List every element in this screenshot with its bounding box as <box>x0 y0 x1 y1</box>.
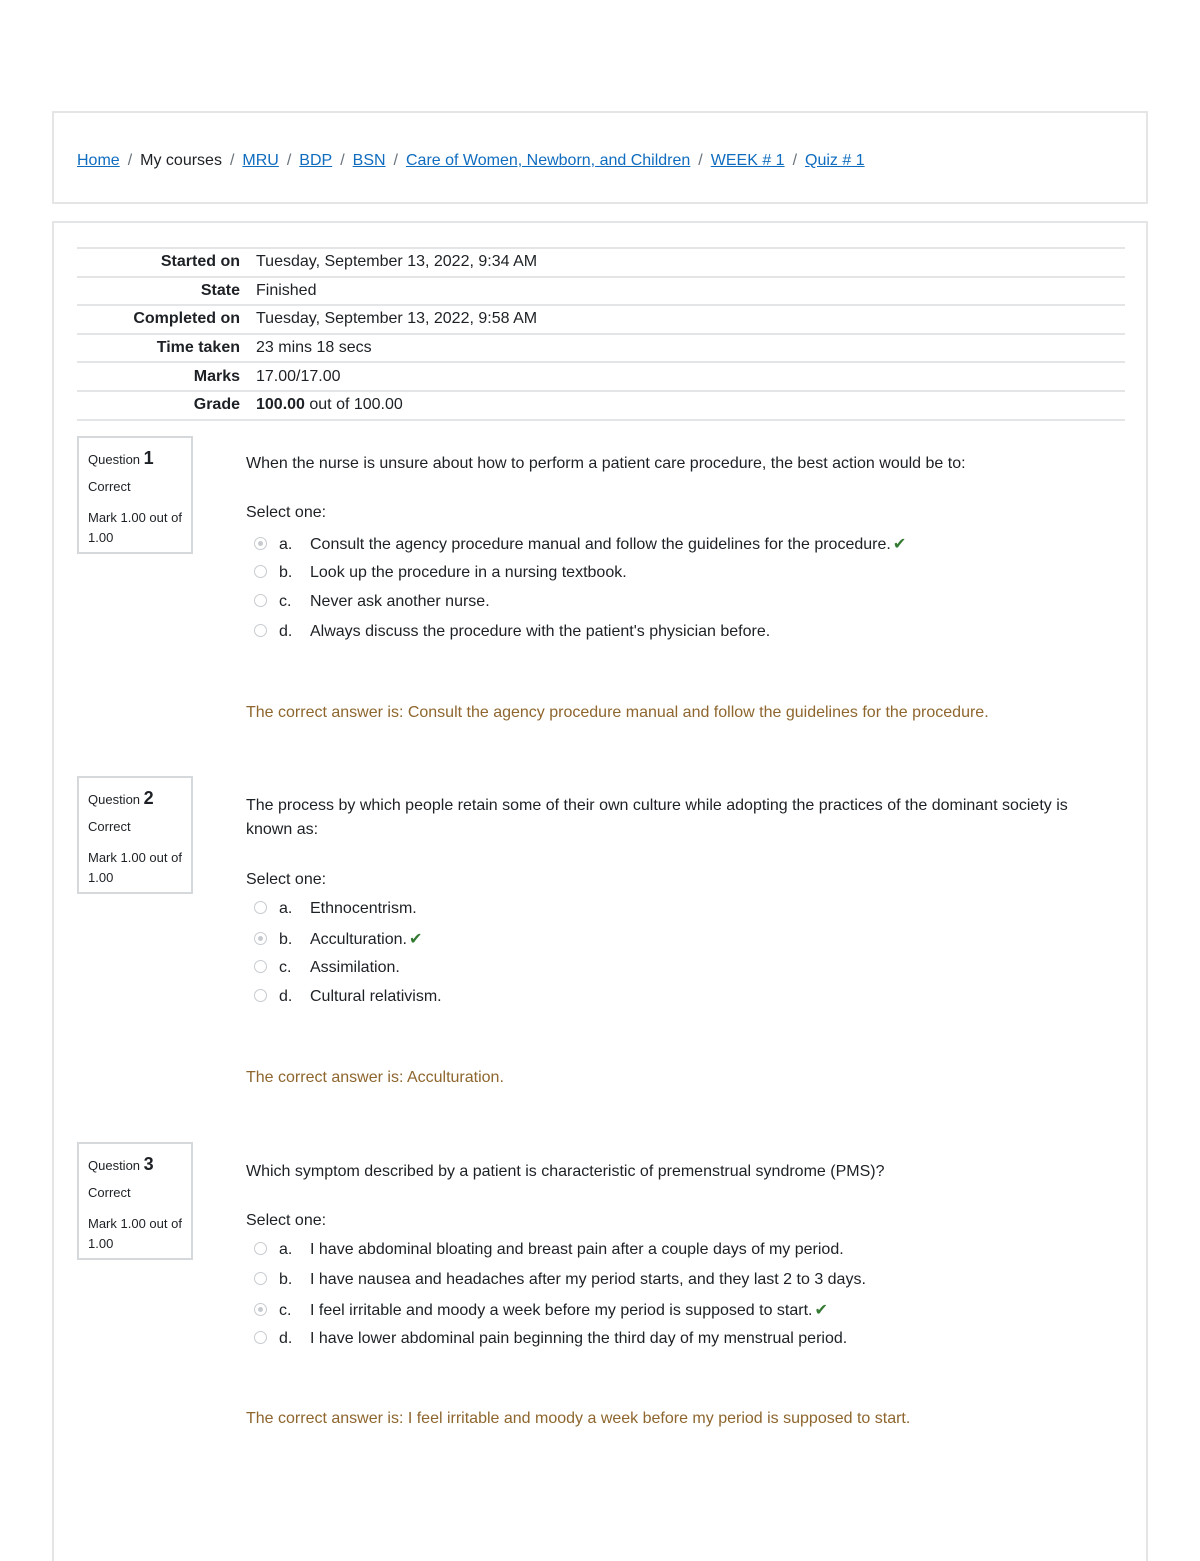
answer-text: I have abdominal bloating and breast pain after a couple days of my period. <box>310 1241 844 1258</box>
select-one-prompt: Select one: <box>246 1212 327 1229</box>
question-number-value: 1 <box>143 448 154 468</box>
correct-answer-feedback: The correct answer is: Consult the agency procedure manual and follow the guidelines for the procedure. <box>246 704 989 721</box>
answer-letter: b. <box>279 931 293 948</box>
check-icon: ✔ <box>814 1302 828 1319</box>
radio-button[interactable] <box>254 565 267 578</box>
answer-option[interactable] <box>254 959 400 977</box>
summary-label: Completed on <box>133 310 240 328</box>
correct-answer-feedback: The correct answer is: Acculturation. <box>246 1069 504 1086</box>
radio-button[interactable] <box>254 537 267 550</box>
answer-text: I have nausea and headaches after my period starts, and they last 2 to 3 days. <box>310 1271 866 1288</box>
answer-letter: d. <box>279 1330 293 1347</box>
breadcrumb-home[interactable]: Home <box>77 152 120 169</box>
summary-value: 23 mins 18 secs <box>256 339 372 357</box>
answer-option[interactable] <box>254 564 627 582</box>
answer-text: Always discuss the procedure with the patient's physician before. <box>310 623 771 640</box>
question-grade: Mark 1.00 out of 1.00 <box>88 510 182 545</box>
question-state: Correct <box>88 479 131 494</box>
answer-option[interactable] <box>254 593 490 611</box>
summary-row-time-taken <box>77 334 1125 363</box>
radio-button[interactable] <box>254 989 267 1002</box>
breadcrumb-separator: / <box>698 152 703 169</box>
question-grade: Mark 1.00 out of 1.00 <box>88 850 182 885</box>
breadcrumb-mru[interactable]: MRU <box>242 152 279 169</box>
breadcrumb-bdp[interactable]: BDP <box>299 152 333 169</box>
summary-label: Marks <box>193 367 240 385</box>
answer-text: Look up the procedure in a nursing textbook. <box>310 564 627 581</box>
radio-button[interactable] <box>254 960 267 973</box>
question-number-value: 2 <box>143 788 154 808</box>
question-grade: Mark 1.00 out of 1.00 <box>88 1216 182 1251</box>
breadcrumb-bsn[interactable]: BSN <box>352 152 386 169</box>
question-label: Question <box>88 792 141 807</box>
answer-letter: d. <box>279 623 293 640</box>
breadcrumb-separator: / <box>229 152 235 169</box>
answer-letter: c. <box>279 959 292 976</box>
summary-label: Time taken <box>156 339 240 357</box>
radio-button[interactable] <box>254 1303 267 1316</box>
breadcrumb-course[interactable]: Care of Women, Newborn, and Children <box>406 152 691 169</box>
answer-option[interactable] <box>254 1241 844 1259</box>
answer-option[interactable] <box>254 1271 866 1289</box>
question-info-1 <box>77 436 193 554</box>
answer-option[interactable] <box>254 623 770 641</box>
answer-letter: c. <box>279 1302 292 1319</box>
question-number-value: 3 <box>143 1154 154 1174</box>
question-label: Question <box>88 452 141 467</box>
breadcrumb-separator: / <box>340 152 345 169</box>
check-icon: ✔ <box>408 931 423 948</box>
breadcrumb-separator: / <box>127 152 133 169</box>
breadcrumb-separator: / <box>393 152 398 169</box>
grade-total: out of 100.00 <box>304 396 403 414</box>
answer-text: Acculturation. <box>310 931 407 948</box>
summary-label: State <box>200 281 240 299</box>
summary-value: 17.00/17.00 <box>256 367 341 385</box>
question-info-3 <box>77 1142 193 1260</box>
summary-row-completed <box>77 305 1125 334</box>
question-text: The process by which people retain some of their own culture while adopting the practices of the dominant society is known as: <box>246 797 1068 838</box>
breadcrumb-my-courses: My courses <box>140 152 222 169</box>
radio-button[interactable] <box>254 594 267 607</box>
answer-text: Assimilation. <box>310 959 400 976</box>
summary-row-started <box>77 248 1125 277</box>
answer-letter: b. <box>279 1271 293 1288</box>
answer-letter: d. <box>279 988 293 1005</box>
breadcrumb-card <box>52 111 1148 204</box>
question-state: Correct <box>88 1185 131 1200</box>
answer-option[interactable] <box>254 900 417 918</box>
answer-text: Ethnocentrism. <box>310 900 417 917</box>
breadcrumb-separator: / <box>286 152 292 169</box>
answer-letter: a. <box>279 536 293 553</box>
answer-option[interactable] <box>254 1330 847 1348</box>
question-text: When the nurse is unsure about how to perform a patient care procedure, the best action would be to: <box>246 455 966 472</box>
question-number <box>88 788 182 809</box>
radio-button[interactable] <box>254 1331 267 1344</box>
summary-label: Grade <box>193 396 240 414</box>
radio-button[interactable] <box>254 1272 267 1285</box>
summary-label: Started on <box>160 253 240 271</box>
correct-answer-feedback: The correct answer is: I feel irritable and moody a week before my period is supposed to start. <box>246 1410 911 1427</box>
summary-value: Finished <box>256 281 317 299</box>
summary-value: Tuesday, September 13, 2022, 9:34 AM <box>256 253 538 271</box>
radio-button[interactable] <box>254 901 267 914</box>
answer-option[interactable] <box>254 1300 828 1320</box>
select-one-prompt: Select one: <box>246 504 327 521</box>
answer-text: Cultural relativism. <box>310 988 442 1005</box>
question-text: Which symptom described by a patient is characteristic of premenstrual syndrome (PMS)? <box>246 1163 885 1180</box>
summary-row-grade <box>77 391 1125 420</box>
answer-option[interactable] <box>254 534 906 554</box>
question-state: Correct <box>88 819 131 834</box>
breadcrumb-separator: / <box>792 152 798 169</box>
breadcrumb-week[interactable]: WEEK # 1 <box>710 152 785 169</box>
question-number <box>88 1154 182 1175</box>
radio-button[interactable] <box>254 624 267 637</box>
answer-text: Consult the agency procedure manual and follow the guidelines for the procedure. <box>310 536 891 553</box>
summary-value: Tuesday, September 13, 2022, 9:58 AM <box>256 310 538 328</box>
quiz-review <box>52 221 1148 1561</box>
answer-option[interactable] <box>254 929 422 949</box>
answer-option[interactable] <box>254 988 442 1006</box>
answer-letter: c. <box>279 593 292 610</box>
answer-text: Never ask another nurse. <box>310 593 490 610</box>
question-label: Question <box>88 1158 141 1173</box>
check-icon: ✔ <box>892 536 907 553</box>
breadcrumb-quiz[interactable]: Quiz # 1 <box>805 152 865 169</box>
answer-text: I feel irritable and moody a week before my period is supposed to start. <box>310 1302 813 1319</box>
select-one-prompt: Select one: <box>246 871 327 888</box>
answer-letter: a. <box>279 1241 293 1258</box>
attempt-summary-table <box>77 247 1125 421</box>
radio-button[interactable] <box>254 1242 267 1255</box>
summary-row-marks <box>77 362 1125 391</box>
question-info-2 <box>77 776 193 894</box>
answer-letter: a. <box>279 900 293 917</box>
question-number <box>88 448 182 469</box>
summary-value <box>256 391 1125 420</box>
answer-letter: b. <box>279 564 293 581</box>
breadcrumb <box>77 152 865 170</box>
answer-text: I have lower abdominal pain beginning the third day of my menstrual period. <box>310 1330 848 1347</box>
summary-row-state <box>77 277 1125 306</box>
grade-score: 100.00 <box>256 396 305 414</box>
radio-button[interactable] <box>254 932 267 945</box>
